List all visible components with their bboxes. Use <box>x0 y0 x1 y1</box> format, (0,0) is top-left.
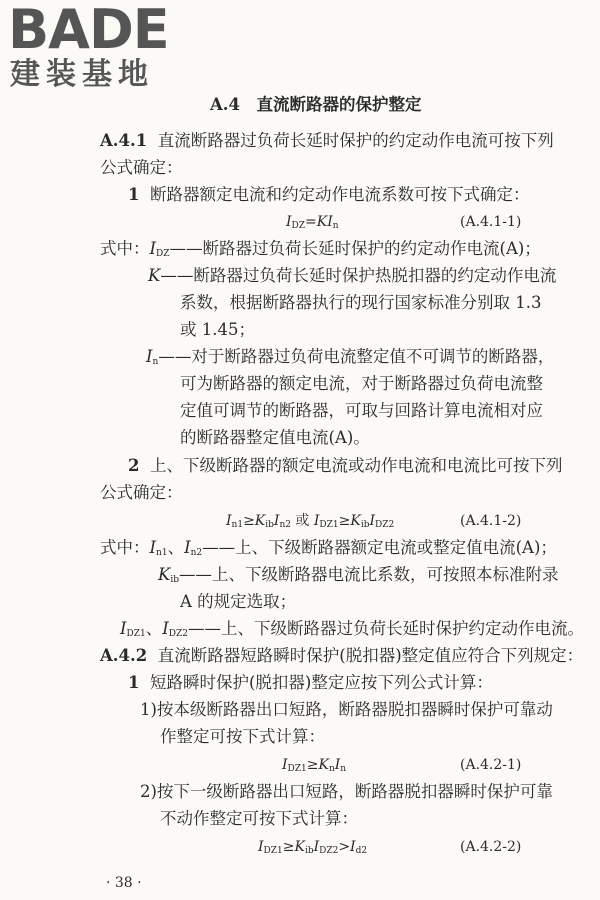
item-1 <box>128 672 493 694</box>
definition-idz: 式中：$I_{DZ}——$断路器过负荷长延时保护的约定动作电流(A)； <box>100 239 541 259</box>
subitem-1-line2: 作整定可按下式计算： <box>160 727 325 746</box>
brand-logo: BADE <box>8 0 169 61</box>
definition-k-line1: K——断路器过负荷长延时保护热脱扣器的约定动作电流 <box>148 266 557 285</box>
item-text: 短路瞬时保护(脱扣器)整定应按下列公式计算： <box>149 673 493 692</box>
clause-number: A.4.1 <box>100 131 148 150</box>
brand-subtitle: 建装基地 <box>10 57 154 92</box>
item-text: 断路器额定电流和约定动作电流系数可按下式确定： <box>149 185 530 204</box>
item-1 <box>128 184 529 206</box>
definition-text: ——上、下级断路器电流比系数，可按照本标准附录 <box>178 565 559 584</box>
definition-text: ——上、下级断路器过负荷长延时保护约定动作电流。 <box>187 619 584 638</box>
equation-a42-1: $I_{DZ1}\ge K_nI_n$ <box>282 757 347 774</box>
definition-in-line3: 定值可调节的断路器，可取与回路计算电流相对应 <box>180 401 543 420</box>
or-word: 或 <box>295 513 310 529</box>
item-2-line2: 公式确定： <box>100 483 183 502</box>
clause-a41-line1 <box>100 130 554 152</box>
clause-a42-line1 <box>100 645 583 667</box>
definition-in-line1: $I_n——$对于断路器过负荷电流整定值不可调节的断路器， <box>146 347 555 367</box>
item-number: 1 <box>128 185 140 204</box>
definition-idz1-idz2: $I_{DZ1}$、$I_{DZ2}——$上、下级断路器过负荷长延时保护约定动作电流。 <box>120 619 584 639</box>
equation-a41-1: $I_{DZ}=KI_n$ <box>286 214 339 231</box>
equation-label: (A.4.1-2) <box>460 513 522 529</box>
equation-a41-2: $I_{n1}\ge K_{ib}I_{n2}$ 或 $I_{DZ1}\ge K_{ib}I_{DZ2}$ <box>226 513 395 530</box>
definition-in-line2: 可为断路器的额定电流，对于断路器过负荷电流整 <box>180 374 543 393</box>
item-number: 1 <box>128 673 140 692</box>
definition-k-line2: 系数，根据断路器执行的现行国家标准分别取 1.3 <box>180 293 542 312</box>
definition-text: ——断路器过负荷长延时保护热脱扣器的约定动作电流 <box>160 266 557 285</box>
definition-k-line3: 或 1.45； <box>180 320 255 339</box>
subitem-2-line1: 2)按下一级断路器出口短路，断路器脱扣器瞬时保护可靠 <box>140 782 553 801</box>
definition-in-line4: 的断路器整定值电流(A)。 <box>180 428 370 447</box>
equation-label: (A.4.1-1) <box>460 214 522 230</box>
where-label: 式中： <box>100 239 150 258</box>
subitem-1-line1: 1)按本级断路器出口短路，断路器脱扣器瞬时保护可靠动 <box>140 700 553 719</box>
item-number: 2 <box>128 456 140 475</box>
equation-label: (A.4.2-2) <box>460 839 522 855</box>
equation-label: (A.4.2-1) <box>460 757 522 773</box>
subitem-2-line2: 不动作整定可按下式计算： <box>160 809 358 828</box>
clause-text: 直流断路器过负荷长延时保护的约定动作电流可按下列 <box>157 131 554 150</box>
definition-text: ——对于断路器过负荷电流整定值不可调节的断路器， <box>158 347 555 366</box>
item-2-line1 <box>128 455 562 477</box>
page-number: · 38 · <box>106 875 142 891</box>
clause-a41-line2: 公式确定： <box>100 158 183 177</box>
definition-kib-line1: $K_{ib}——$上、下级断路器电流比系数，可按照本标准附录 <box>158 565 559 585</box>
section-title: A.4 直流断路器的保护整定 <box>210 95 422 114</box>
definition-text: ——上、下级断路器额定电流或整定值电流(A)； <box>202 538 557 557</box>
definition-in1-in2: 式中：$I_{n1}$、$I_{n2}——$上、下级断路器额定电流或整定值电流(A)； <box>100 538 557 558</box>
item-text: 上、下级断路器的额定电流或动作电流和电流比可按下列 <box>149 456 563 475</box>
equation-a42-2: $I_{DZ1}\ge K_{ib}I_{DZ2}>I_{d2}$ <box>258 839 368 856</box>
clause-text: 直流断路器短路瞬时保护(脱扣器)整定值应符合下列规定： <box>157 646 584 665</box>
where-label: 式中： <box>100 538 150 557</box>
definition-text: ——断路器过负荷长延时保护的约定动作电流(A)； <box>169 239 541 258</box>
definition-kib-line2: A 的规定选取； <box>180 592 297 611</box>
clause-number: A.4.2 <box>100 646 148 665</box>
